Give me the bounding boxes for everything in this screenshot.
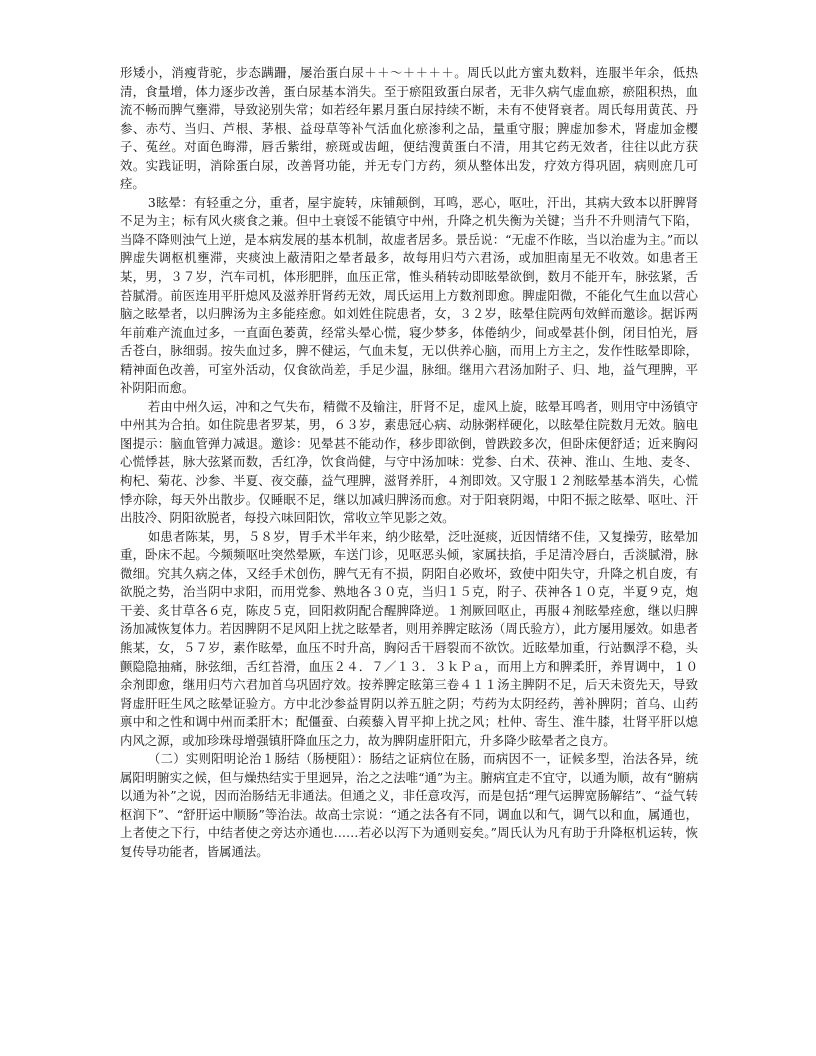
paragraph-case-chen: 如患者陈某，男，５８岁，胃手术半年来，纳少眩晕，泛吐涎痰，近因情绪不佳，又复操劳，眩晕加重，卧床不起。今频频呕吐突然晕厥，车送门诊，见呕恶头倾，家属扶掐，手足清冷唇白，舌淡腻滑，脉微细。究其久病之体，又经手术创伤，脾气无有不损，阴阳自必败坏，致使中阳失守，升降之机自废，有欲脱之势，治当阴中求阳，而用党参、熟地各３０克，当归１５克，附子、茯神各１０克，半夏９克，炮干姜、炙甘草各６克，陈皮５克，回阳救阴配合醒脾降逆。１剂厥回呕止，再服４剂眩晕痊愈，继以归脾汤加减恢复体力。若因脾阴不足风阳上扰之眩晕者，则用养脾定眩汤（周氏验方），此方屡用屡效。如患者熊某，女，５７岁，素作眩晕，血压不时升高，胸闷舌干唇裂而不欲饮。近眩晕加重，行站飘浮不稳，头颤隐隐抽痛，脉弦细，舌红苔滑，血压２４．７／１３．３ｋＰａ，而用上方和脾柔肝，养胃调中，１０余剂即愈，继用归芍六君加首乌巩固疗效。按养脾定眩第三卷４１１汤主脾阴不足，后天未资先天，导致肾虚肝旺生风之眩晕证验方。方中北沙参益胃阴以养五脏之阴；芍药为太阴经药，善补脾阴；首乌、山药禀中和之性和调中州而柔肝木；配僵蚕、白蒺藜入胃平抑上扰之风；杜仲、寄生、淮牛膝，壮肾平肝以熄内风之源，或加珍珠母增强镇肝降血压之力，故为脾阴虚肝阳亢，升多降少眩晕者之良方。 (120, 528, 698, 748)
document-page (120, 64, 698, 862)
paragraph-continued: 形矮小，消瘦背驼，步态蹒跚，屡治蛋白尿＋＋～＋＋＋＋。周氏以此方蜜丸数料，连服半年余，低热清，食量增，体力逐步改善，蛋白尿基本消失。至于瘀阻致蛋白尿者，无非久病气虚血瘀，瘀阻积热，血流不畅而脾气壅滞，导致泌别失常；如若经年累月蛋白尿持续不断，未有不使肾衰者。周氏每用黄芪、丹参、赤芍、当归、芦根、茅根、益母草等补气活血化瘀渗利之品，量重守服；脾虚加参术，肾虚加金樱子、菟丝。对面色晦滞，唇舌紫绀，瘀斑或齿衄，便结溲黄蛋白不清，用其它药无效者，往往以此方获效。实践证明，消除蛋白尿，改善肾功能，并无专门方药，须从整体出发，疗效方得巩固，病则庶几可痊。 (120, 65, 698, 192)
paragraph-zhongzhou: 若由中州久运，冲和之气失布，精微不及输注，肝肾不足，虚风上旋，眩晕耳鸣者，则用守中汤镇守中州其为合拍。如住院患者罗某，男，６３岁，素患冠心病、动脉粥样硬化，以眩晕住院数月无效。脑电图提示：脑血管弹力减退。邀诊：见晕甚不能动作，移步即欲倒，曾跌跤多次，但卧床便舒适；近来胸闷心慌悸甚，脉大弦紧而数，舌红净，饮食尚健，与守中汤加味：党参、白术、茯神、淮山、生地、麦冬、枸杞、菊花、沙参、半夏、夜交藤，益气理脾，滋肾养肝，４剂即效。又守服１２剂眩晕基本消失，心慌悸亦除，每天外出散步。仅睡眠不足，继以加减归脾汤而愈。对于阳衰阴竭，中阳不振之眩晕、呕吐、汗出肢冷、阴阳欲脱者，每投六味回阳饮，常收立竿见影之效。 (120, 398, 698, 526)
paragraph-dizziness: 3眩晕：有轻重之分，重者，屋宇旋转，床铺颠倒，耳鸣，恶心，呕吐，汗出，其病大致本以肝脾肾不足为主；标有风火痰食之兼。但中土衰馁不能镇守中州，升降之机失衡为关键；当升不升则清气下陷，当降不降则浊气上逆，是本病发展的基本机制，故虚者居多。景岳说：“无虚不作眩，当以治虚为主。”而以脾虚失调枢机壅滞，夹痰浊上蔽清阳之晕者最多，故每用归芍六君汤，或加胆南星无不收效。如患者王某，男，３７岁，汽车司机，体形肥胖，血压正常，惟头稍转动即眩晕欲倒，数月不能开车，脉弦紧，舌苔腻滑。前医连用平肝熄风及滋养肝肾药无效，周氏运用上方数剂即愈。脾虚阳微，不能化气生血以营心脑之眩晕者，以归脾汤为主多能痊愈。如刘姓住院患者，女，３２岁，眩晕住院两旬效鲜而邀诊。据诉两年前难产流血过多，一直面色萎黄，经常头晕心慌，寝少梦多，体倦纳少，间或晕甚仆倒，闭目怕光，唇舌苍白，脉细弱。按失血过多，脾不健运，气血未复，无以供养心脑，而用上方主之，发作性眩晕即除，精神面色改善，可室外活动，仅食欲尚差，手足少温，脉细。继用六君汤加附子、归、地，益气理脾，平补阴阳而愈。 (120, 194, 698, 396)
paragraph-intestinal-obstruction: （二）实则阳明论治１肠结（肠梗阻）：肠结之证病位在肠，而病因不一，证候多型，治法各异，统属阳明腑实之候，但与燥热结实于里迥异，治之之法唯“通”为主。腑病宜走不宜守，以通为顺，故有“腑病以通为补”之说，因而治肠结无非通法。但通之义，非任意攻泻，而是包括“理气运脾宽肠解结”、“益气转枢润下”、“舒肝运中顺肠”等治法。故高士宗说：“通之法各有不同，调血以和气，调气以和血，属通也，上者使之下行，中结者使之旁达亦通也……若必以泻下为通则妄矣。”周氏认为凡有助于升降枢机运转，恢复传导功能者，皆属通法。 (120, 751, 698, 859)
